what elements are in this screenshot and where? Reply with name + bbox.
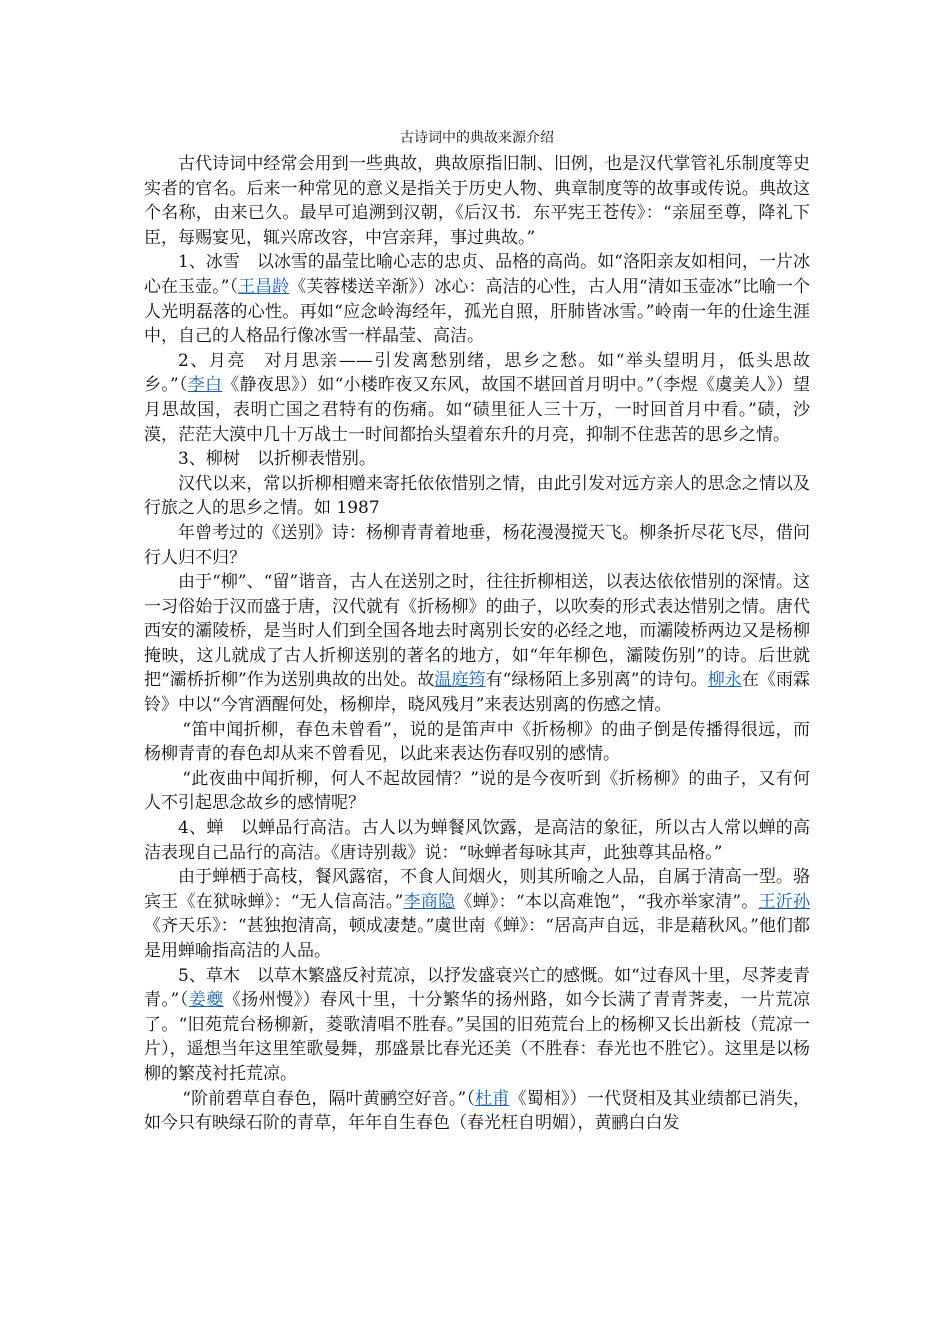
section-1-paragraph [144, 250, 810, 348]
intro-paragraph [144, 152, 810, 250]
link-du-fu[interactable]: 杜甫 [475, 1088, 510, 1109]
section-4-text-2a: 由于蝉栖于高枝，餐风露宿，不食人间烟火，则其所喻之人品，自属于清高一型。骆宾王《在狱咏蝉》：“无人信高洁。” [144, 867, 810, 912]
section-1-text-a: 1、冰雪 以冰雪的晶莹比喻心志的忠贞、品格的高尚。如“洛阳亲友如相问，一片冰心在玉壶。”（ [144, 252, 810, 297]
section-5-paragraph-2 [144, 1087, 810, 1136]
link-wang-changling[interactable]: 王昌龄 [238, 276, 290, 297]
section-2-paragraph [144, 349, 810, 447]
section-5-paragraph-1 [144, 964, 810, 1087]
document-title: 古诗词中的典故来源介绍 [400, 130, 554, 146]
section-2-text-a: 2、月亮 对月思亲——引发离愁别绪，思乡之愁。如“举头望明月，低头思故乡。”（ [144, 350, 810, 396]
section-5-text-2a: “阶前碧草自春色，隔叶黄鹂空好音。”（ [182, 1088, 476, 1109]
section-1-text-b: 《芙蓉楼送辛渐》）冰心：高洁的心性，古人用“清如玉壶冰”比喻一个人光明磊落的心性。再如“应念岭海经年，孤光自照，肝肺皆冰雪。”岭南一年的仕途生涯中，自己的人格品行像冰雪一样晶莹、高洁。 [144, 276, 810, 347]
section-5-text-1b: 《扬州慢》）春风十里，十分繁华的扬州路，如今长满了青青荠麦，一片荒凉了。“旧苑荒台杨柳新，菱歌清唱不胜春。”吴国的旧苑荒台上的杨柳又长出新枝（荒凉一片），遥想当年这里笙歌曼舞，那盛景比春光还美（不胜春：春光也不胜它）。这里是以杨柳的繁茂衬托荒凉。 [144, 990, 810, 1084]
section-3-text-3a: 由于“柳”、“留”谐音，古人在送别之时，往往折柳相送，以表达依依惜别的深情。这一习俗始于汉而盛于唐，汉代就有《折杨柳》的曲子，以吹奏的形式表达惜别之情。唐代西安的灞陵桥，是当时人们到全国各地去时离别长安的必经之地，而灞陵桥两边又是杨柳掩映，这儿就成了古人折柳送别的著名的地方，如“年年柳色，灞陵伤别”的诗。后世就把“灞桥折柳”作为送别典故的出处。故 [144, 572, 810, 691]
section-3-text-1: 汉代以来，常以折柳相赠来寄托依依惜别之情，由此引发对远方亲人的思念之情以及行旅之人的思乡之情。如 1987 [144, 473, 810, 519]
link-wang-yisun[interactable]: 王沂孙 [758, 891, 811, 912]
section-3-paragraph-5 [144, 767, 810, 816]
link-wen-tingyun[interactable]: 温庭筠 [434, 670, 486, 691]
section-3-text-2: 年曾考过的《送别》诗：杨柳青青着地垂，杨花漫漫搅天飞。柳条折尽花飞尽，借问行人归不归？ [144, 522, 810, 568]
section-3-heading-text: 3、柳树 以折柳表惜别。 [178, 449, 376, 470]
section-4-text-2b: 《蝉》：“本以高难饱”，“我亦举家清”。 [455, 891, 759, 912]
intro-text: 古代诗词中经常会用到一些典故，典故原指旧制、旧例，也是汉代掌管礼乐制度等史实者的官名。后来一种常见的意义是指关于历史人物、典章制度等的故事或传说。典故这个名称，由来已久。最早可追溯到汉朝，《后汉书．东平宪王苍传》：“亲屈至尊，降礼下臣，每赐宴见，辄兴席改容，中宫亲拜，事过典故。” [144, 154, 810, 248]
section-4-paragraph-1 [144, 816, 810, 865]
section-4-paragraph-2 [144, 865, 810, 963]
link-jiang-kui[interactable]: 姜夔 [188, 990, 224, 1011]
section-3-paragraph-2 [144, 521, 810, 570]
document-page [144, 128, 810, 1136]
section-2-text-b: 《静夜思》）如“小楼昨夜又东风，故国不堪回首月明中。”（李煜《虞美人》）望月思故国，表明亡国之君特有的伤痛。如“碛里征人三十万，一时回首月中看。”碛，沙漠，茫茫大漠中几十万战士一时间都抬头望着东升的月亮，抑制不住悲苦的思乡之情。 [144, 375, 810, 445]
section-3-heading [144, 447, 810, 472]
section-3-text-3c: 在《雨霖铃》中以“今宵酒醒何处，杨柳岸，晓风残月”来表达别离的伤感之情。 [144, 670, 811, 716]
section-3-paragraph-1 [144, 472, 810, 521]
section-3-text-4: “笛中闻折柳，春色未曾看”，说的是笛声中《折杨柳》的曲子倒是传播得很远，而杨柳青青的春色却从来不曾看见，以此来表达伤春叹别的感情。 [144, 719, 810, 765]
section-3-text-3b: 有“绿杨陌上多别离”的诗句。 [485, 670, 708, 691]
section-3-paragraph-4 [144, 718, 810, 767]
link-li-shangyin[interactable]: 李商隐 [403, 891, 456, 912]
link-li-bai[interactable]: 李白 [187, 375, 223, 396]
section-3-text-5: “此夜曲中闻折柳，何人不起故园情？”说的是今夜听到《折杨柳》的曲子，又有何人不引起思念故乡的感情呢？ [144, 768, 810, 814]
link-liu-yong[interactable]: 柳永 [707, 670, 742, 691]
section-5-text-1a: 5、草木 以草木繁盛反衬荒凉，以抒发盛衰兴亡的感慨。如“过春风十里，尽荠麦青青。”（ [144, 965, 810, 1011]
section-4-text-1: 4、蝉 以蝉品行高洁。古人以为蝉餐风饮露，是高洁的象征，所以古人常以蝉的高洁表现自己品行的高洁。《唐诗别裁》说：“咏蝉者每咏其声，此独尊其品格。” [144, 818, 810, 863]
section-5-text-2b: 《蜀相》）一代贤相及其业绩都已消失，如今只有映绿石阶的青草，年年自生春色（春光枉自明媚），黄鹂白白发 [144, 1088, 811, 1134]
section-4-text-2c: 《齐天乐》：“甚独抱清高，顿成凄楚。”虞世南《蝉》：“居高声自远，非是藉秋风。”他们都是用蝉喻指高洁的人品。 [144, 916, 810, 961]
section-3-paragraph-3 [144, 570, 810, 718]
